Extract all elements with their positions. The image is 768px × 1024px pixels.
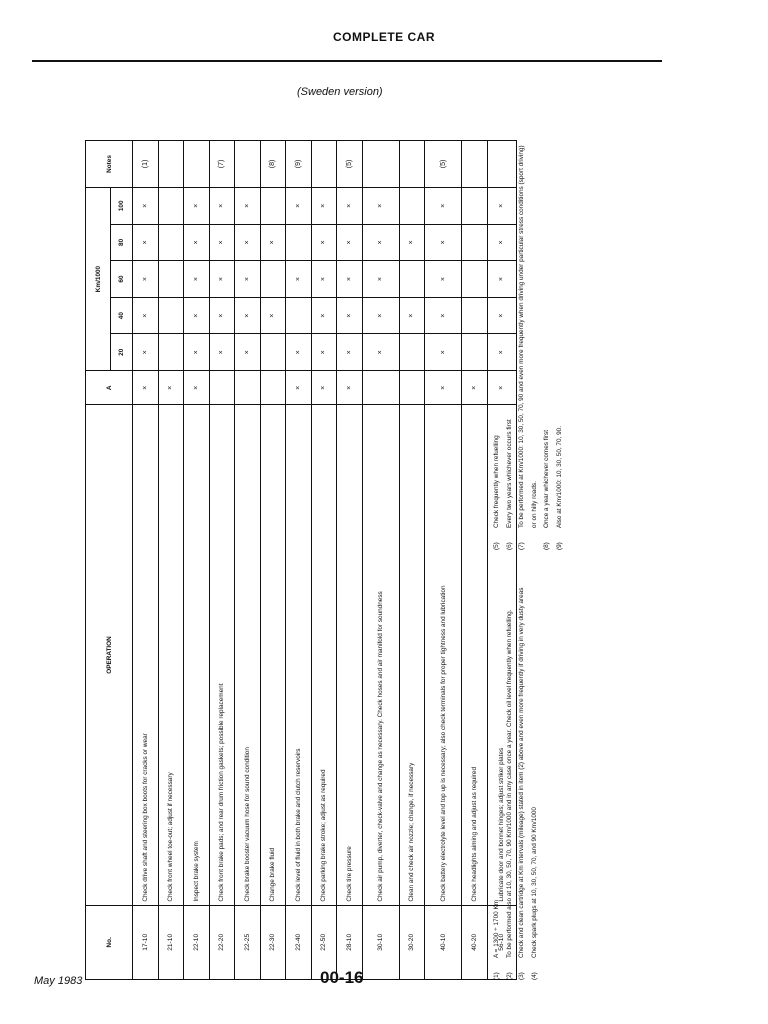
footnote-text: To be performed also at 10, 30, 50, 70, 90 Km/1000 and in any case once a year. Check oil level frequently when refuelling. (505, 609, 513, 958)
row-km-mark: × (235, 187, 261, 224)
footnote (504, 565, 517, 980)
table-row (425, 141, 462, 980)
row-km-mark: × (184, 187, 210, 224)
row-a-mark: × (311, 371, 337, 405)
row-note-ref (362, 141, 399, 188)
row-km-mark: × (260, 224, 286, 261)
row-number: 40-20 (462, 905, 488, 979)
row-km-mark (260, 261, 286, 298)
row-km-mark: × (235, 334, 261, 371)
row-a-mark: × (158, 371, 184, 405)
header-km-col: 20 (111, 334, 133, 371)
footnote-number: (8) (543, 542, 550, 550)
row-km-mark: × (311, 187, 337, 224)
row-km-mark: × (487, 187, 516, 224)
row-km-mark: × (209, 224, 235, 261)
footnotes-left (491, 565, 541, 980)
footnote-number: (9) (555, 542, 563, 550)
row-a-mark: × (133, 371, 159, 405)
row-km-mark: × (286, 334, 312, 371)
footnote (491, 565, 504, 980)
row-km-mark: × (337, 261, 363, 298)
footnote-text: Every two years whichever occurs first (505, 419, 513, 528)
table-row (209, 141, 235, 980)
row-number: 21-10 (158, 905, 184, 979)
row-note-ref (184, 141, 210, 188)
row-km-mark: × (337, 224, 363, 261)
row-a-mark (399, 371, 425, 405)
row-operation: Check drive shaft and steering box boots for cracks or wear (133, 405, 159, 905)
row-km-mark (158, 334, 184, 371)
footnote (516, 565, 529, 980)
row-a-mark: × (487, 371, 516, 405)
footnote (541, 145, 554, 550)
page-number: 00-16 (320, 968, 364, 987)
table-row (260, 141, 286, 980)
row-operation: Inspect brake system (184, 405, 210, 905)
row-number: 22-20 (209, 905, 235, 979)
row-note-ref (235, 141, 261, 188)
row-km-mark: × (362, 224, 399, 261)
row-km-mark (158, 261, 184, 298)
row-km-mark: × (184, 334, 210, 371)
row-km-mark: × (337, 187, 363, 224)
row-km-mark: × (311, 334, 337, 371)
row-km-mark: × (133, 187, 159, 224)
row-km-mark (260, 187, 286, 224)
footnote-text: A = 1300 ÷ 1700 Km (493, 899, 500, 958)
row-number: 22-40 (286, 905, 312, 979)
footnote-number: (2) (505, 972, 513, 980)
footnote (529, 565, 542, 980)
row-km-mark: × (337, 297, 363, 334)
row-a-mark: × (184, 371, 210, 405)
row-km-mark: × (362, 297, 399, 334)
footnote-text: Once a year whichever comes first (543, 429, 550, 528)
row-number: 28-10 (337, 905, 363, 979)
row-operation: Check front wheel toe-out; adjust if necessary (158, 405, 184, 905)
row-km-mark (399, 187, 425, 224)
row-km-mark: × (425, 187, 462, 224)
row-km-mark: × (209, 261, 235, 298)
row-km-mark: × (362, 261, 399, 298)
footnote-number: (1) (493, 972, 500, 980)
row-operation: Clean and check air nozzle; change, if necessary (399, 405, 425, 905)
row-operation: Check headlights aiming and adjust as required (462, 405, 488, 905)
footnote (504, 145, 517, 550)
table-row (158, 141, 184, 980)
row-note-ref: (8) (260, 141, 286, 188)
footnote (491, 145, 504, 550)
row-operation: Lubricate door and bonnet hinges; adjust striker plates (487, 405, 516, 905)
row-note-ref: (5) (425, 141, 462, 188)
row-km-mark (462, 261, 488, 298)
row-km-mark: × (184, 261, 210, 298)
row-km-mark: × (399, 297, 425, 334)
footnotes-right (491, 145, 566, 550)
row-a-mark (209, 371, 235, 405)
row-km-mark (286, 224, 312, 261)
row-km-mark (462, 297, 488, 334)
row-km-mark: × (286, 261, 312, 298)
table-row (399, 141, 425, 980)
row-km-mark (462, 224, 488, 261)
row-km-mark: × (133, 261, 159, 298)
row-km-mark: × (235, 261, 261, 298)
header-km-col: 40 (111, 297, 133, 334)
row-operation: Check battery electrolyte level and top up is necessary; also check terminals for proper tightness and lubrication (425, 405, 462, 905)
row-km-mark (286, 297, 312, 334)
row-number: 56-10 (487, 905, 516, 979)
table-body (133, 141, 517, 980)
table-row (337, 141, 363, 980)
row-number: 17-10 (133, 905, 159, 979)
header-notes: Notes (86, 141, 133, 188)
row-km-mark: × (184, 224, 210, 261)
row-operation: Change brake fluid (260, 405, 286, 905)
table-row (133, 141, 159, 980)
row-km-mark: × (311, 261, 337, 298)
row-km-mark (158, 297, 184, 334)
row-operation: Check front brake pads; and rear drum friction gaskets; possible replacement (209, 405, 235, 905)
row-km-mark: × (399, 224, 425, 261)
row-operation: Check air pump, diverter, check-valve and change as necessary. Check hoses and air manifold for soundness (362, 405, 399, 905)
header-km-col: 100 (111, 187, 133, 224)
row-a-mark (362, 371, 399, 405)
footnote-text: Check and clean cartridge at Km intervals (mileage) stated in item (2) above and even more frequently if driving in very dusty areas (518, 587, 525, 958)
row-km-mark: × (133, 334, 159, 371)
row-a-mark: × (286, 371, 312, 405)
row-operation: Check level of fluid in both brake and clutch reservoirs (286, 405, 312, 905)
row-km-mark (158, 224, 184, 261)
footnote-number: (7) (518, 542, 525, 550)
table-row (235, 141, 261, 980)
footnote-text: To be performed at Km/1000: 10, 30, 50, 70, 90 and even more frequently when driving under particular stress conditions (sport driving) or on hilly roads. (518, 145, 538, 528)
row-km-mark: × (425, 224, 462, 261)
row-operation: Check parking brake stroke; adjust as required (311, 405, 337, 905)
footnote-number: (4) (530, 972, 538, 980)
footnote-text: Also at Km/1000: 10, 30, 50, 70, 90. (555, 426, 563, 528)
row-operation: Check tire pressure (337, 405, 363, 905)
row-a-mark (235, 371, 261, 405)
row-km-mark: × (311, 297, 337, 334)
row-a-mark: × (462, 371, 488, 405)
footnote-number: (6) (505, 542, 513, 550)
header-km-col: 80 (111, 224, 133, 261)
row-km-mark: × (133, 297, 159, 334)
row-km-mark (260, 334, 286, 371)
table-header-row (86, 141, 111, 980)
row-km-mark: × (362, 187, 399, 224)
row-a-mark (260, 371, 286, 405)
footnote (554, 145, 567, 550)
footnote-text: Check frequently when refuelling (493, 435, 500, 528)
footnote-number: (5) (493, 542, 500, 550)
header-no: No. (86, 905, 133, 979)
header-km: Km/1000 (86, 187, 111, 370)
row-number: 22-50 (311, 905, 337, 979)
row-operation: Check brake booster vacuum hose for sound condition (235, 405, 261, 905)
row-km-mark: × (260, 297, 286, 334)
row-note-ref (462, 141, 488, 188)
row-km-mark (399, 334, 425, 371)
row-number: 30-10 (362, 905, 399, 979)
row-km-mark: × (487, 261, 516, 298)
row-a-mark: × (425, 371, 462, 405)
row-km-mark: × (425, 297, 462, 334)
row-note-ref: (9) (286, 141, 312, 188)
row-km-mark: × (487, 297, 516, 334)
row-note-ref (158, 141, 184, 188)
rotated-schedule-region (85, 140, 563, 980)
row-km-mark: × (337, 334, 363, 371)
footer-date: May 1983 (34, 975, 83, 987)
header-operation: OPERATION (86, 405, 133, 905)
row-km-mark: × (209, 334, 235, 371)
row-km-mark (462, 187, 488, 224)
row-number: 22-10 (184, 905, 210, 979)
row-km-mark: × (209, 187, 235, 224)
footnote-number: (3) (518, 972, 525, 980)
header-divider (32, 60, 662, 62)
table-row (462, 141, 488, 980)
header-a: A (86, 371, 133, 405)
row-km-mark: × (235, 224, 261, 261)
row-km-mark (158, 187, 184, 224)
row-note-ref (399, 141, 425, 188)
row-note-ref: (1) (133, 141, 159, 188)
row-km-mark: × (487, 224, 516, 261)
table-row (184, 141, 210, 980)
row-km-mark: × (286, 187, 312, 224)
row-number: 22-30 (260, 905, 286, 979)
footnote-text: Check spark plugs at 10, 30, 50, 70, and 90 Km/1000 (530, 807, 538, 958)
header-km-col: 60 (111, 261, 133, 298)
row-note-ref: (5) (337, 141, 363, 188)
row-number: 40-10 (425, 905, 462, 979)
row-km-mark: × (362, 334, 399, 371)
row-km-mark: × (425, 261, 462, 298)
page-title: COMPLETE CAR (333, 30, 435, 44)
table-row (362, 141, 399, 980)
row-km-mark: × (425, 334, 462, 371)
row-km-mark: × (487, 334, 516, 371)
row-note-ref: (7) (209, 141, 235, 188)
table-row (311, 141, 337, 980)
row-km-mark: × (133, 224, 159, 261)
row-km-mark (462, 334, 488, 371)
row-km-mark: × (209, 297, 235, 334)
row-number: 22-25 (235, 905, 261, 979)
footnote (516, 145, 541, 550)
row-note-ref (311, 141, 337, 188)
maintenance-schedule-table (85, 140, 517, 980)
page-subtitle: (Sweden version) (297, 86, 383, 98)
row-km-mark: × (235, 297, 261, 334)
table-row (286, 141, 312, 980)
row-km-mark: × (311, 224, 337, 261)
row-km-mark: × (184, 297, 210, 334)
row-a-mark: × (337, 371, 363, 405)
row-number: 30-20 (399, 905, 425, 979)
row-km-mark (399, 261, 425, 298)
